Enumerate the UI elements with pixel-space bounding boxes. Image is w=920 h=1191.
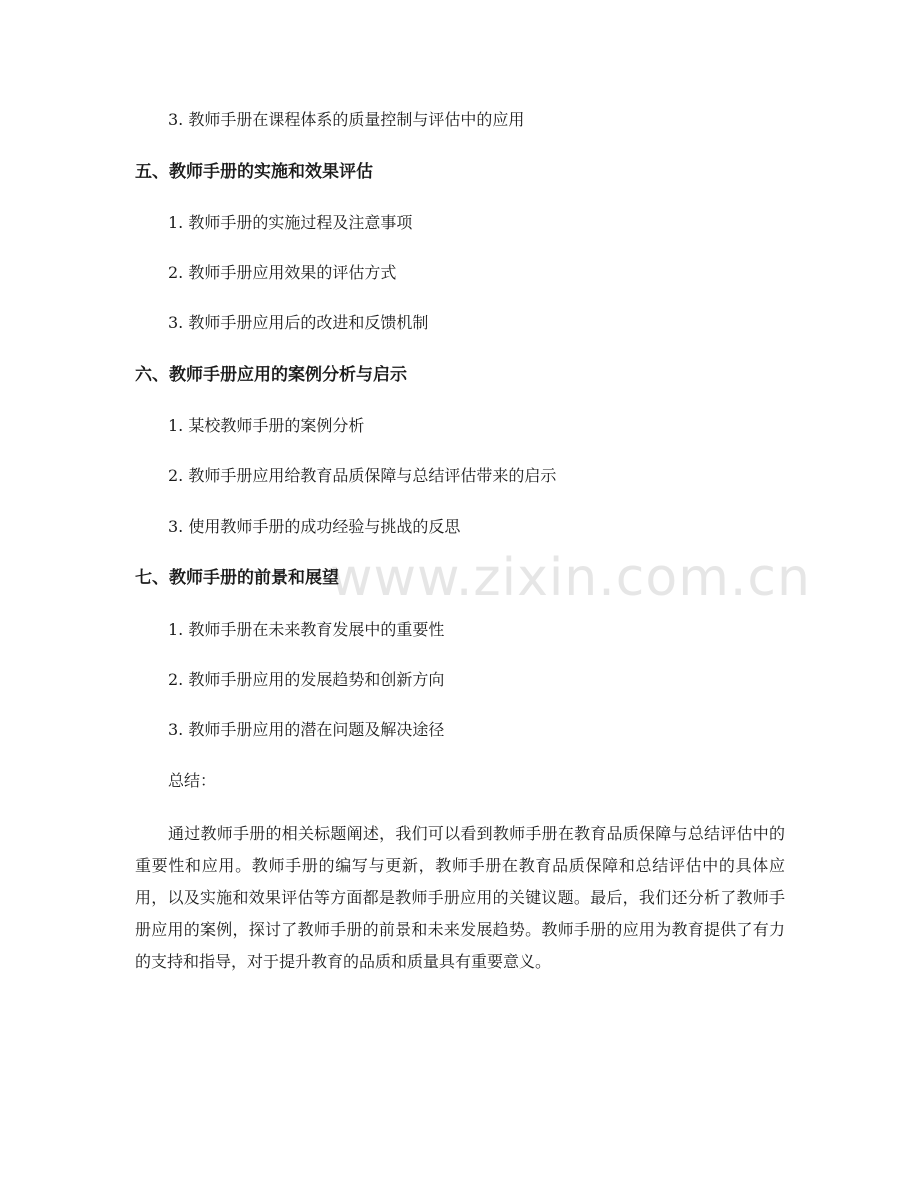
list-item: 3. 教师手册应用后的改进和反馈机制 (168, 313, 429, 332)
watermark-text: www.zixin.com.cn (330, 548, 811, 608)
summary-label: 总结： (168, 771, 217, 790)
list-item: 1. 教师手册的实施过程及注意事项 (168, 213, 413, 232)
summary-paragraph: 通过教师手册的相关标题阐述，我们可以看到教师手册在教育品质保障与总结评估中的重要性和应用。教师手册的编写与更新，教师手册在教育品质保障和总结评估中的具体应用，以及实施和效果评估等方面都是教师手册应用的关键议题。最后，我们还分析了教师手册应用的案例，探讨了教师手册的前景和未来发展趋势。教师手册的应用为教育提供了有力的支持和指导，对于提升教育的品质和质量具有重要意义。 (135, 824, 785, 971)
section-heading-7: 七、教师手册的前景和展望 (135, 568, 339, 588)
list-item: 3. 教师手册在课程体系的质量控制与评估中的应用 (168, 110, 525, 129)
list-item: 1. 教师手册在未来教育发展中的重要性 (168, 620, 445, 639)
section-heading-6: 六、教师手册应用的案例分析与启示 (135, 365, 407, 385)
list-item: 2. 教师手册应用给教育品质保障与总结评估带来的启示 (168, 466, 557, 485)
section-heading-5: 五、教师手册的实施和效果评估 (135, 162, 373, 182)
list-item: 3. 教师手册应用的潜在问题及解决途径 (168, 720, 445, 739)
list-item: 2. 教师手册应用效果的评估方式 (168, 263, 397, 282)
list-item: 1. 某校教师手册的案例分析 (168, 416, 365, 435)
list-item: 2. 教师手册应用的发展趋势和创新方向 (168, 670, 445, 689)
list-item: 3. 使用教师手册的成功经验与挑战的反思 (168, 517, 461, 536)
